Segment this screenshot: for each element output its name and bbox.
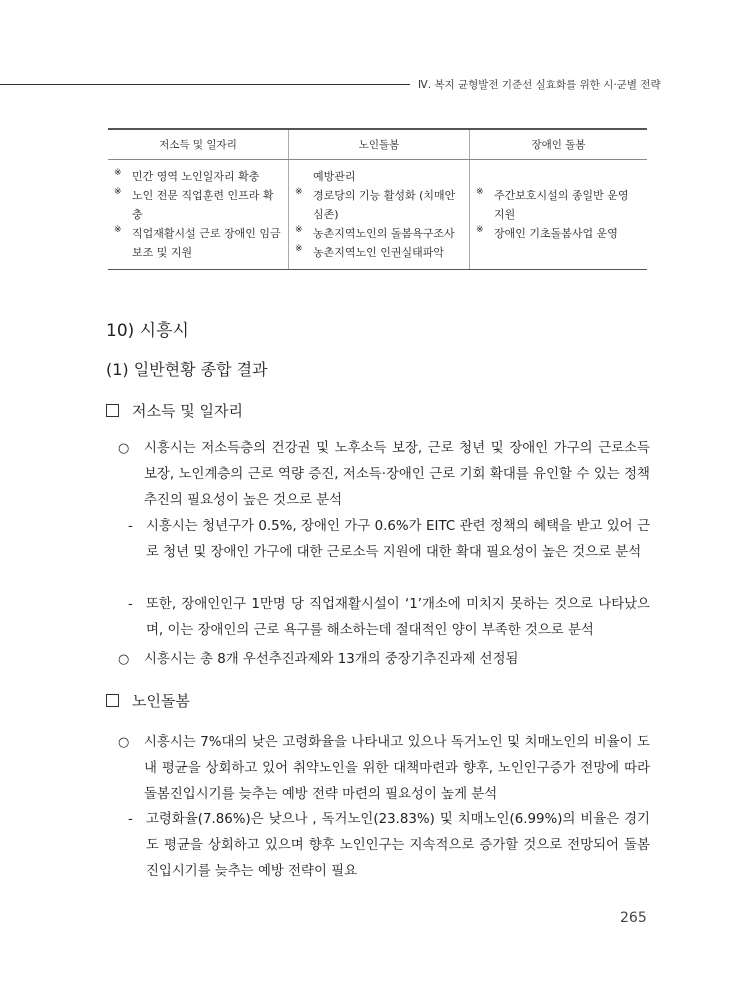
square-bullet-icon <box>106 694 119 707</box>
table-row <box>108 160 647 270</box>
table-cell-elderly <box>289 160 470 270</box>
table-cell-disabled <box>470 160 648 270</box>
dash-bullet-icon: - <box>128 597 133 612</box>
paragraph-text: 고령화율(7.86%)은 낮으나 , 독거노인(23.83%) 및 치매노인(6.99%)의 비율은 경기도 평균을 상회하고 있으며 향후 노인인구는 지속적으로 증가할 것으로 전망되어 돌봄 진입시기를 늦추는 예방 전략이 필요 <box>146 812 650 879</box>
paragraph-text: 시흥시는 청년구가 0.5%, 장애인 가구 0.6%가 EITC 관련 정책의 혜택을 받고 있어 근로 청년 및 장애인 가구에 대한 근로소득 지원에 대한 확대 필요성이 높은 것으로 분석 <box>146 519 650 560</box>
cell-text: 장애인 기초돌봄사업 운영 <box>494 227 618 240</box>
circle-bullet-icon: ○ <box>118 735 130 750</box>
list-item <box>476 186 641 224</box>
table-header-row <box>108 129 647 160</box>
dash-bullet-icon: - <box>128 812 133 827</box>
header-rule <box>0 84 410 85</box>
strategy-summary-table <box>108 128 647 270</box>
cell-text: 노인 전문 직업훈련 인프라 확충 <box>132 189 274 221</box>
table-cell-low-income <box>108 160 289 270</box>
cell-text: 예방관리 <box>313 170 356 183</box>
list-item <box>114 167 282 186</box>
circle-bullet-icon: ○ <box>118 652 130 667</box>
paragraph-sub-bullet <box>128 807 650 885</box>
table-header-elderly: 노인돌봄 <box>289 129 470 160</box>
paragraph-text: 또한, 장애인인구 1만명 당 직업재활시설이 ‘1’개소에 미치지 못하는 것으로 나타났으며, 이는 장애인의 근로 욕구를 해소하는데 절대적인 양이 부족한 것으로 분석 <box>146 597 650 638</box>
paragraph-bullet <box>118 730 650 808</box>
reference-mark-icon: ※ <box>295 244 303 254</box>
reference-mark-icon: ※ <box>114 168 122 178</box>
dash-bullet-icon: - <box>128 519 133 534</box>
table-header-low-income: 저소득 및 일자리 <box>108 129 289 160</box>
cell-text: 농촌지역노인의 돌봄욕구조사 <box>313 227 455 240</box>
paragraph-bullet <box>118 647 650 673</box>
list-item <box>114 186 282 224</box>
paragraph-text: 시흥시는 7%대의 낮은 고령화율을 나타내고 있으나 독거노인 및 치매노인의 비율이 도내 평균을 상회하고 있어 취약노인을 위한 대책마련과 향후, 노인인구증가 전망에 따라 돌봄진입시기를 늦추는 예방 전략 마련의 필요성이 높게 분석 <box>144 735 650 802</box>
reference-mark-icon: ※ <box>476 225 484 235</box>
paragraph-text: 시흥시는 저소득층의 건강권 및 노후소득 보장, 근로 청년 및 장애인 가구의 근로소득 보장, 노인계층의 근로 역량 증진, 저소득·장애인 근로 기회 확대를 유인할 수 있는 정책 추진의 필요성이 높은 것으로 분석 <box>144 441 650 508</box>
topic-heading-label: 노인돌봄 <box>132 692 190 710</box>
cell-text: 민간 영역 노인일자리 확충 <box>132 170 260 183</box>
cell-text: 경로당의 기능 활성화 (치매안심존) <box>313 189 456 221</box>
subsection-heading: (1) 일반현황 종합 결과 <box>106 360 268 379</box>
reference-mark-icon: ※ <box>295 187 303 197</box>
list-item-continued <box>295 167 463 186</box>
topic-heading-label: 저소득 및 일자리 <box>132 402 243 420</box>
list-item <box>295 186 463 224</box>
list-item <box>476 224 641 243</box>
circle-bullet-icon: ○ <box>118 441 130 456</box>
topic-heading-elderly <box>106 690 190 711</box>
list-item <box>295 243 463 262</box>
list-item <box>295 224 463 243</box>
reference-mark-icon: ※ <box>114 225 122 235</box>
reference-mark-icon: ※ <box>295 225 303 235</box>
paragraph-text: 시흥시는 총 8개 우선추진과제와 13개의 중장기추진과제 선정됨 <box>144 652 519 667</box>
table-header-disabled: 장애인 돌봄 <box>470 129 648 160</box>
topic-heading-low-income <box>106 400 243 421</box>
paragraph-bullet <box>118 436 650 514</box>
list-item <box>114 224 282 262</box>
paragraph-sub-bullet <box>128 514 650 566</box>
reference-mark-icon: ※ <box>476 187 484 197</box>
running-header: Ⅳ. 복지 균형발전 기준선 실효화를 위한 시·군별 전략 <box>418 79 661 91</box>
cell-text: 직업재활시설 근로 장애인 임금보조 및 지원 <box>132 227 281 259</box>
section-heading: 10) 시흥시 <box>106 321 189 341</box>
cell-text: 주간보호시설의 종일반 운영 지원 <box>494 189 629 221</box>
page-number: 265 <box>620 910 647 926</box>
paragraph-sub-bullet <box>128 592 650 644</box>
cell-text: 농촌지역노인 인권실태파악 <box>313 246 445 259</box>
reference-mark-icon: ※ <box>114 187 122 197</box>
square-bullet-icon <box>106 404 119 417</box>
